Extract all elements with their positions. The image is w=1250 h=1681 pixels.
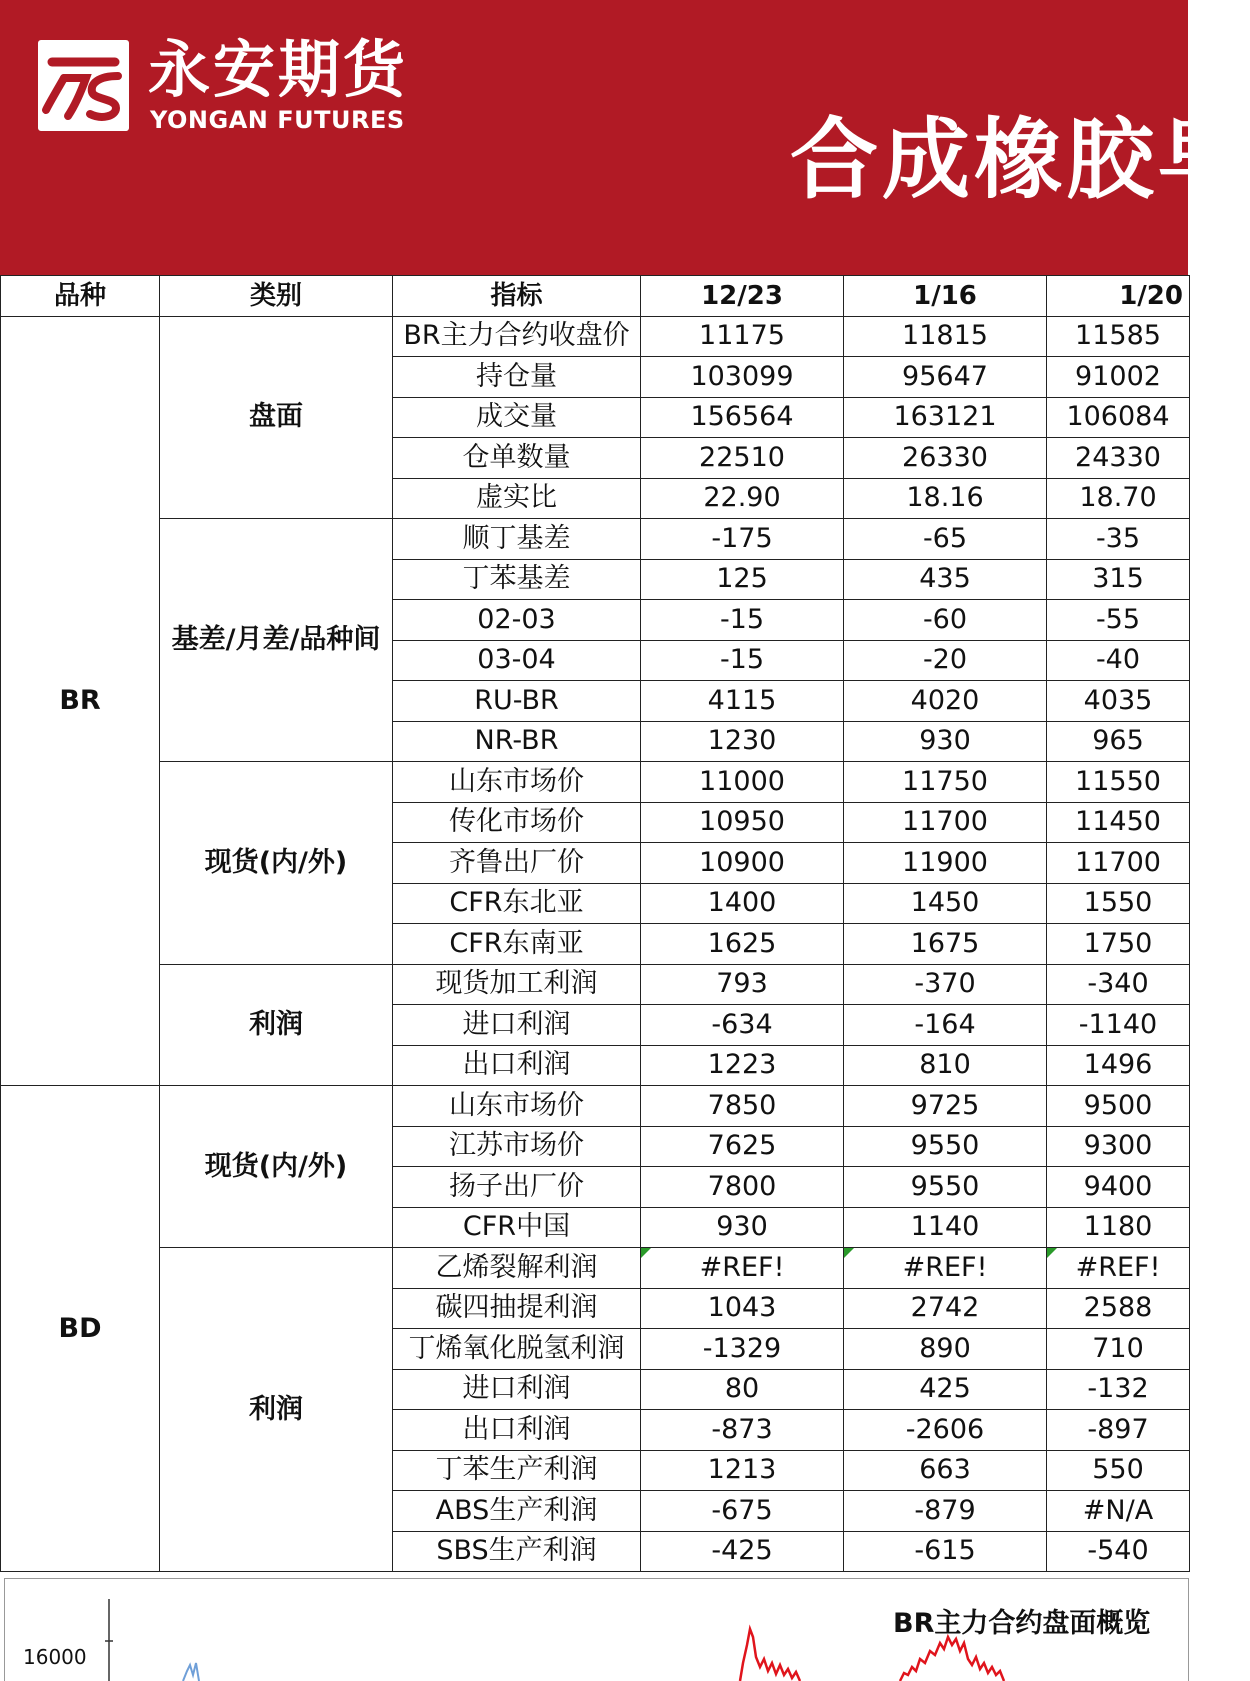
brand-name-en: YONGAN FUTURES <box>150 106 405 134</box>
value-cell: 1140 <box>844 1207 1047 1248</box>
variety-cell: BR <box>1 316 160 1086</box>
value-cell: 1496 <box>1047 1045 1190 1086</box>
value-cell: 11585 <box>1047 316 1190 357</box>
chart-series-red-1 <box>740 1629 800 1681</box>
value-cell: -634 <box>641 1005 844 1046</box>
value-cell: 11700 <box>1047 843 1190 884</box>
value-cell: -2606 <box>844 1410 1047 1451</box>
value-cell: 1625 <box>641 924 844 965</box>
indicator-cell: ABS生产利润 <box>393 1491 641 1532</box>
value-cell: 435 <box>844 559 1047 600</box>
indicator-cell: 乙烯裂解利润 <box>393 1248 641 1289</box>
header-date-3: 1/20 <box>1047 276 1190 317</box>
value-cell: 930 <box>641 1207 844 1248</box>
indicator-cell: 山东市场价 <box>393 762 641 803</box>
value-cell: 11450 <box>1047 802 1190 843</box>
report-header <box>0 0 1250 275</box>
indicator-cell: 山东市场价 <box>393 1086 641 1127</box>
table-row <box>1 762 1190 803</box>
value-cell: 1400 <box>641 883 844 924</box>
indicator-cell: 出口利润 <box>393 1045 641 1086</box>
indicator-cell: 现货加工利润 <box>393 964 641 1005</box>
chart-title: BR主力合约盘面概览 <box>893 1608 1151 1639</box>
value-cell: -1329 <box>641 1329 844 1370</box>
value-cell: 11750 <box>844 762 1047 803</box>
value-cell: -35 <box>1047 519 1190 560</box>
value-cell: 95647 <box>844 357 1047 398</box>
value-cell: 1043 <box>641 1288 844 1329</box>
header-date-1: 12/23 <box>641 276 844 317</box>
value-cell: 156564 <box>641 397 844 438</box>
value-cell: 4035 <box>1047 681 1190 722</box>
value-cell: 1450 <box>844 883 1047 924</box>
indicator-cell: 齐鲁出厂价 <box>393 843 641 884</box>
value-cell: 1750 <box>1047 924 1190 965</box>
value-cell: 11175 <box>641 316 844 357</box>
value-cell: 18.16 <box>844 478 1047 519</box>
value-cell: 425 <box>844 1369 1047 1410</box>
value-cell: 163121 <box>844 397 1047 438</box>
table-row <box>1 1248 1190 1289</box>
value-cell: 10900 <box>641 843 844 884</box>
value-cell: 2742 <box>844 1288 1047 1329</box>
chart-y-tick-label: 16000 <box>23 1645 87 1669</box>
table-header-row <box>1 276 1190 317</box>
value-cell: -425 <box>641 1531 844 1572</box>
value-cell: 80 <box>641 1369 844 1410</box>
value-cell: 125 <box>641 559 844 600</box>
value-cell: 10950 <box>641 802 844 843</box>
brand-name-cn: 永安期货 <box>148 33 409 106</box>
value-cell: -873 <box>641 1410 844 1451</box>
category-cell: 利润 <box>160 964 393 1086</box>
value-cell: 11900 <box>844 843 1047 884</box>
table-row <box>1 1086 1190 1127</box>
indicator-cell: CFR东北亚 <box>393 883 641 924</box>
value-cell: -132 <box>1047 1369 1190 1410</box>
indicator-cell: 碳四抽提利润 <box>393 1288 641 1329</box>
value-cell: 9500 <box>1047 1086 1190 1127</box>
value-cell: -60 <box>844 600 1047 641</box>
value-cell: 315 <box>1047 559 1190 600</box>
table-row <box>1 316 1190 357</box>
value-cell: 9400 <box>1047 1167 1190 1208</box>
indicator-cell: 02-03 <box>393 600 641 641</box>
value-cell: 11700 <box>844 802 1047 843</box>
value-cell: 710 <box>1047 1329 1190 1370</box>
value-cell: 103099 <box>641 357 844 398</box>
value-cell: #REF! <box>641 1248 844 1289</box>
yongan-logo-icon <box>38 40 129 131</box>
value-cell: #N/A <box>1047 1491 1190 1532</box>
category-cell: 基差/月差/品种间 <box>160 519 393 762</box>
value-cell: 9550 <box>844 1126 1047 1167</box>
chart-series-blue <box>183 1663 199 1681</box>
value-cell: 11815 <box>844 316 1047 357</box>
value-cell: #REF! <box>1047 1248 1190 1289</box>
value-cell: 9550 <box>844 1167 1047 1208</box>
value-cell: 11000 <box>641 762 844 803</box>
value-cell: 1675 <box>844 924 1047 965</box>
header-variety: 品种 <box>1 276 160 317</box>
value-cell: -540 <box>1047 1531 1190 1572</box>
value-cell: #REF! <box>844 1248 1047 1289</box>
value-cell: 4020 <box>844 681 1047 722</box>
value-cell: 18.70 <box>1047 478 1190 519</box>
chart-series-red-2 <box>900 1637 1004 1681</box>
value-cell: -340 <box>1047 964 1190 1005</box>
indicator-cell: SBS生产利润 <box>393 1531 641 1572</box>
value-cell: -15 <box>641 600 844 641</box>
value-cell: 11550 <box>1047 762 1190 803</box>
value-cell: 1223 <box>641 1045 844 1086</box>
value-cell: 22510 <box>641 438 844 479</box>
value-cell: -1140 <box>1047 1005 1190 1046</box>
category-cell: 利润 <box>160 1248 393 1572</box>
value-cell: -175 <box>641 519 844 560</box>
category-cell: 现货(内/外) <box>160 1086 393 1248</box>
value-cell: -897 <box>1047 1410 1190 1451</box>
value-cell: -40 <box>1047 640 1190 681</box>
value-cell: -15 <box>641 640 844 681</box>
indicator-cell: NR-BR <box>393 721 641 762</box>
indicator-cell: 江苏市场价 <box>393 1126 641 1167</box>
value-cell: 22.90 <box>641 478 844 519</box>
indicator-cell: CFR东南亚 <box>393 924 641 965</box>
value-cell: -164 <box>844 1005 1047 1046</box>
value-cell: 91002 <box>1047 357 1190 398</box>
value-cell: -675 <box>641 1491 844 1532</box>
indicator-cell: 出口利润 <box>393 1410 641 1451</box>
indicator-cell: 丁烯氧化脱氢利润 <box>393 1329 641 1370</box>
header-indicator: 指标 <box>393 276 641 317</box>
indicator-cell: 虚实比 <box>393 478 641 519</box>
value-cell: 810 <box>844 1045 1047 1086</box>
value-cell: 1213 <box>641 1450 844 1491</box>
indicator-cell: BR主力合约收盘价 <box>393 316 641 357</box>
value-cell: -65 <box>844 519 1047 560</box>
value-cell: 7625 <box>641 1126 844 1167</box>
indicator-cell: 持仓量 <box>393 357 641 398</box>
value-cell: -20 <box>844 640 1047 681</box>
value-cell: 7800 <box>641 1167 844 1208</box>
header-category: 类别 <box>160 276 393 317</box>
value-cell: 4115 <box>641 681 844 722</box>
value-cell: 1230 <box>641 721 844 762</box>
indicator-cell: 进口利润 <box>393 1369 641 1410</box>
br-chart-panel <box>4 1578 1189 1681</box>
value-cell: 24330 <box>1047 438 1190 479</box>
value-cell: 663 <box>844 1450 1047 1491</box>
indicator-cell: 丁苯基差 <box>393 559 641 600</box>
data-table <box>0 275 1190 1572</box>
indicator-cell: 成交量 <box>393 397 641 438</box>
indicator-cell: 03-04 <box>393 640 641 681</box>
value-cell: -879 <box>844 1491 1047 1532</box>
category-cell: 盘面 <box>160 316 393 519</box>
value-cell: 1180 <box>1047 1207 1190 1248</box>
value-cell: 106084 <box>1047 397 1190 438</box>
value-cell: 2588 <box>1047 1288 1190 1329</box>
value-cell: 7850 <box>641 1086 844 1127</box>
value-cell: -370 <box>844 964 1047 1005</box>
indicator-cell: 顺丁基差 <box>393 519 641 560</box>
value-cell: -55 <box>1047 600 1190 641</box>
value-cell: 550 <box>1047 1450 1190 1491</box>
indicator-cell: CFR中国 <box>393 1207 641 1248</box>
value-cell: 9725 <box>844 1086 1047 1127</box>
value-cell: 793 <box>641 964 844 1005</box>
indicator-cell: 进口利润 <box>393 1005 641 1046</box>
indicator-cell: 仓单数量 <box>393 438 641 479</box>
value-cell: 890 <box>844 1329 1047 1370</box>
value-cell: -615 <box>844 1531 1047 1572</box>
value-cell: 9300 <box>1047 1126 1190 1167</box>
header-date-2: 1/16 <box>844 276 1047 317</box>
table-body <box>1 316 1190 1572</box>
indicator-cell: RU-BR <box>393 681 641 722</box>
value-cell: 930 <box>844 721 1047 762</box>
indicator-cell: 传化市场价 <box>393 802 641 843</box>
category-cell: 现货(内/外) <box>160 762 393 965</box>
value-cell: 1550 <box>1047 883 1190 924</box>
value-cell: 965 <box>1047 721 1190 762</box>
report-title: 合成橡胶早 <box>790 108 1250 211</box>
value-cell: 26330 <box>844 438 1047 479</box>
indicator-cell: 丁苯生产利润 <box>393 1450 641 1491</box>
table-row <box>1 964 1190 1005</box>
indicator-cell: 扬子出厂价 <box>393 1167 641 1208</box>
table-row <box>1 519 1190 560</box>
variety-cell: BD <box>1 1086 160 1572</box>
